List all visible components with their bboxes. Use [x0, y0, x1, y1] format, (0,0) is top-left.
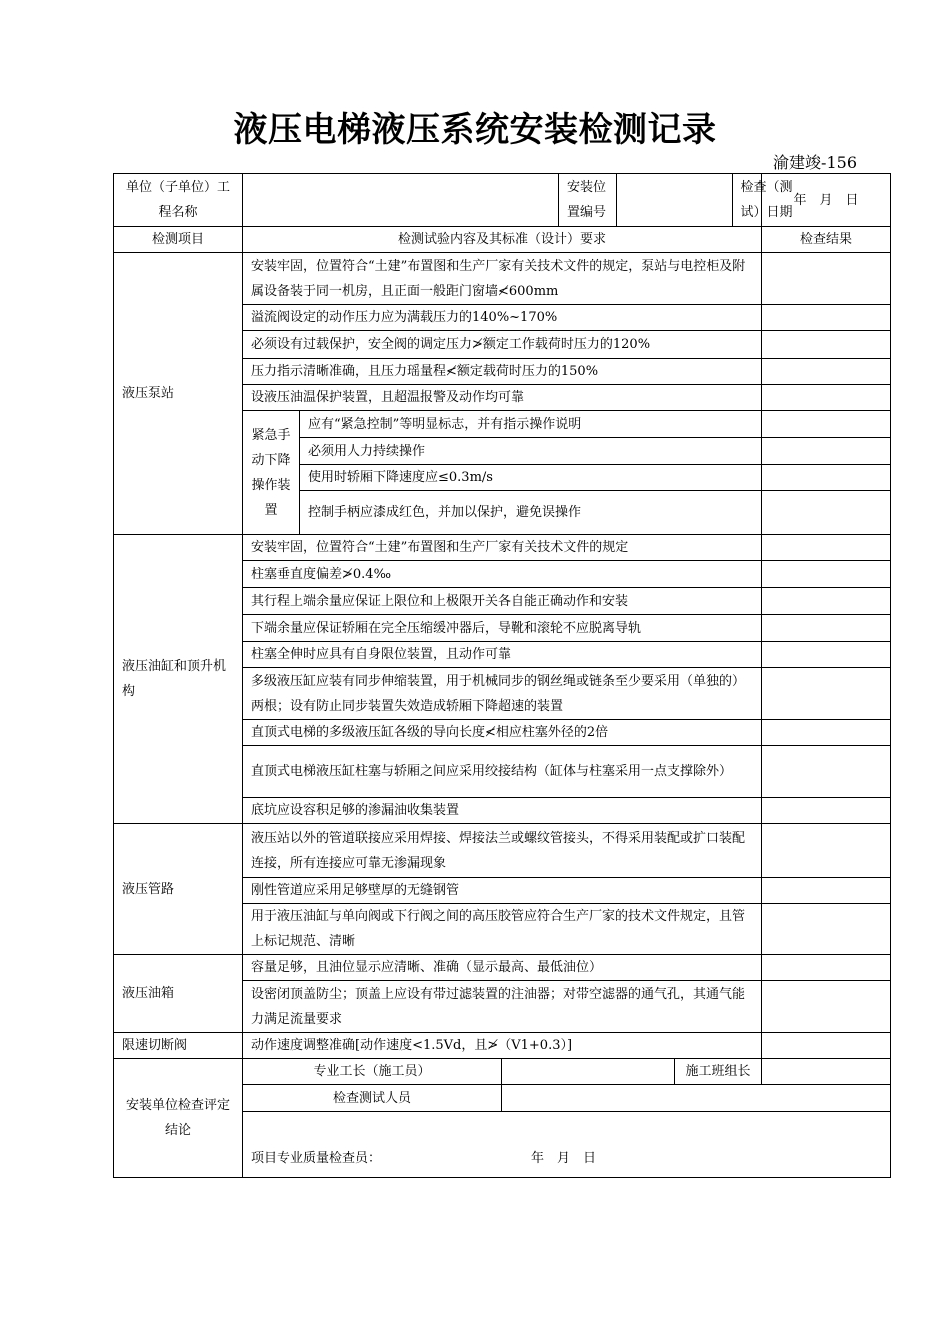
requirement-text: 控制手柄应漆成红色，并加以保护，避免误操作 — [300, 491, 762, 535]
result-cell[interactable] — [762, 981, 891, 1033]
requirement-text: 必须用人力持续操作 — [300, 438, 762, 465]
requirement-text: 直顶式电梯的多级液压缸各级的导向长度≮相应柱塞外径的2倍 — [243, 720, 762, 746]
result-cell[interactable] — [762, 746, 891, 798]
team-leader-label: 施工班组长 — [675, 1059, 762, 1085]
requirement-text: 用于液压油缸与单向阀或下行阀之间的高压胶管应符合生产厂家的技术文件规定，且管上标记规范、清晰 — [243, 904, 762, 955]
result-cell[interactable] — [762, 411, 891, 438]
unit-label: 单位（子单位）工程名称 — [114, 174, 243, 227]
result-cell[interactable] — [762, 955, 891, 981]
subgroup-label: 紧急手动下降操作装置 — [243, 411, 300, 535]
requirement-text: 多级液压缸应装有同步伸缩装置，用于机械同步的钢丝绳或链条至少要采用（单独的）两根；设有防止同步装置失效造成轿厢下降超速的装置 — [243, 668, 762, 720]
result-cell[interactable] — [762, 720, 891, 746]
col-result-header: 检查结果 — [762, 227, 891, 253]
date-value-field[interactable]: 年 月 日 — [762, 174, 891, 227]
requirement-text: 其行程上端余量应保证上限位和上极限开关各自能正确动作和安装 — [243, 588, 762, 615]
result-cell[interactable] — [762, 253, 891, 305]
foreman-value-field[interactable] — [502, 1059, 675, 1085]
header-row — [114, 174, 891, 227]
group-label: 液压泵站 — [114, 253, 243, 535]
result-cell[interactable] — [762, 305, 891, 331]
group-label: 液压油缸和顶升机构 — [114, 535, 243, 824]
requirement-text: 容量足够，且油位显示应清晰、准确（显示最高、最低油位） — [243, 955, 762, 981]
group-label: 限速切断阀 — [114, 1033, 243, 1059]
result-cell[interactable] — [762, 331, 891, 359]
result-cell[interactable] — [762, 1033, 891, 1059]
result-cell[interactable] — [762, 904, 891, 955]
result-cell[interactable] — [762, 615, 891, 642]
requirement-text: 安装牢固，位置符合“土建”布置图和生产厂家有关技术文件的规定 — [243, 535, 762, 561]
requirement-text: 下端余量应保证轿厢在完全压缩缓冲器后，导靴和滚轮不应脱离导轨 — [243, 615, 762, 642]
form-code: 渝建竣-156 — [773, 153, 857, 172]
conclusion-label: 安装单位检查评定结论 — [114, 1059, 243, 1178]
result-cell[interactable] — [762, 668, 891, 720]
table-row — [114, 1033, 891, 1059]
requirement-text: 应有“紧急控制”等明显标志，并有指示操作说明 — [300, 411, 762, 438]
unit-value-field[interactable] — [243, 174, 559, 227]
table-row — [114, 824, 891, 878]
requirement-text: 液压站以外的管道联接应采用焊接、焊接法兰或螺纹管接头，不得采用装配或扩口装配连接，所有连接应可靠无渗漏现象 — [243, 824, 762, 878]
table-row — [114, 955, 891, 981]
date-label: 检查（测试）日期 — [740, 180, 793, 220]
table-row — [114, 535, 891, 561]
result-cell[interactable] — [762, 535, 891, 561]
result-cell[interactable] — [762, 878, 891, 904]
position-value-field[interactable] — [616, 174, 732, 226]
tester-label: 检查测试人员 — [243, 1085, 502, 1112]
inspector-cell[interactable] — [243, 1112, 891, 1178]
result-cell[interactable] — [762, 438, 891, 465]
inspection-table — [113, 173, 891, 1178]
position-label: 安装位置编号 — [559, 174, 616, 226]
requirement-text: 压力指示清晰准确，且压力瑶量程≮额定载荷时压力的150% — [243, 359, 762, 385]
result-cell[interactable] — [762, 824, 891, 878]
result-cell[interactable] — [762, 798, 891, 824]
group-label: 液压油箱 — [114, 955, 243, 1033]
requirement-text: 柱塞全伸时应具有自身限位装置，且动作可靠 — [243, 642, 762, 668]
result-cell[interactable] — [762, 642, 891, 668]
inspector-label: 项目专业质量检查员： — [251, 1151, 382, 1166]
requirement-text: 安装牢固，位置符合“土建”布置图和生产厂家有关技术文件的规定，泵站与电控柜及附属设备装于同一机房，且正面一般距门窗墙≮600mm — [243, 253, 762, 305]
inspector-date: 年 月 日 — [531, 1151, 597, 1166]
requirement-text: 直顶式电梯液压缸柱塞与轿厢之间应采用绞接结构（缸体与柱塞采用一点支撑除外） — [243, 746, 762, 798]
tester-value-field[interactable] — [502, 1085, 891, 1112]
group-label: 液压管路 — [114, 824, 243, 955]
requirement-text: 刚性管道应采用足够壁厚的无缝钢管 — [243, 878, 762, 904]
page-title: 液压电梯液压系统安装检测记录 — [233, 110, 717, 150]
requirement-text: 使用时轿厢下降速度应≤0.3m/s — [300, 465, 762, 491]
table-row — [114, 253, 891, 305]
requirement-text: 柱塞垂直度偏差≯0.4‰ — [243, 561, 762, 588]
team-leader-value-field[interactable] — [762, 1059, 891, 1085]
result-cell[interactable] — [762, 561, 891, 588]
foreman-label: 专业工长（施工员） — [243, 1059, 502, 1085]
requirement-text: 必须设有过载保护，安全阀的调定压力≯额定工作载荷时压力的120% — [243, 331, 762, 359]
col-content-header: 检测试验内容及其标准（设计）要求 — [243, 227, 762, 253]
requirement-text: 设密闭顶盖防尘；顶盖上应设有带过滤装置的注油器；对带空滤器的通气孔，其通气能力满足流量要求 — [243, 981, 762, 1033]
result-cell[interactable] — [762, 491, 891, 535]
result-cell[interactable] — [762, 359, 891, 385]
requirement-text: 设液压油温保护装置，且超温报警及动作均可靠 — [243, 385, 762, 411]
requirement-text: 动作速度调整准确[动作速度<1.5Vd，且≯（V1+0.3）] — [243, 1033, 762, 1059]
column-header-row — [114, 227, 891, 253]
signature-row — [114, 1059, 891, 1085]
requirement-text: 底坑应设容积足够的渗漏油收集装置 — [243, 798, 762, 824]
col-item-header: 检测项目 — [114, 227, 243, 253]
result-cell[interactable] — [762, 465, 891, 491]
result-cell[interactable] — [762, 588, 891, 615]
requirement-text: 溢流阀设定的动作压力应为满载压力的140%~170% — [243, 305, 762, 331]
result-cell[interactable] — [762, 385, 891, 411]
